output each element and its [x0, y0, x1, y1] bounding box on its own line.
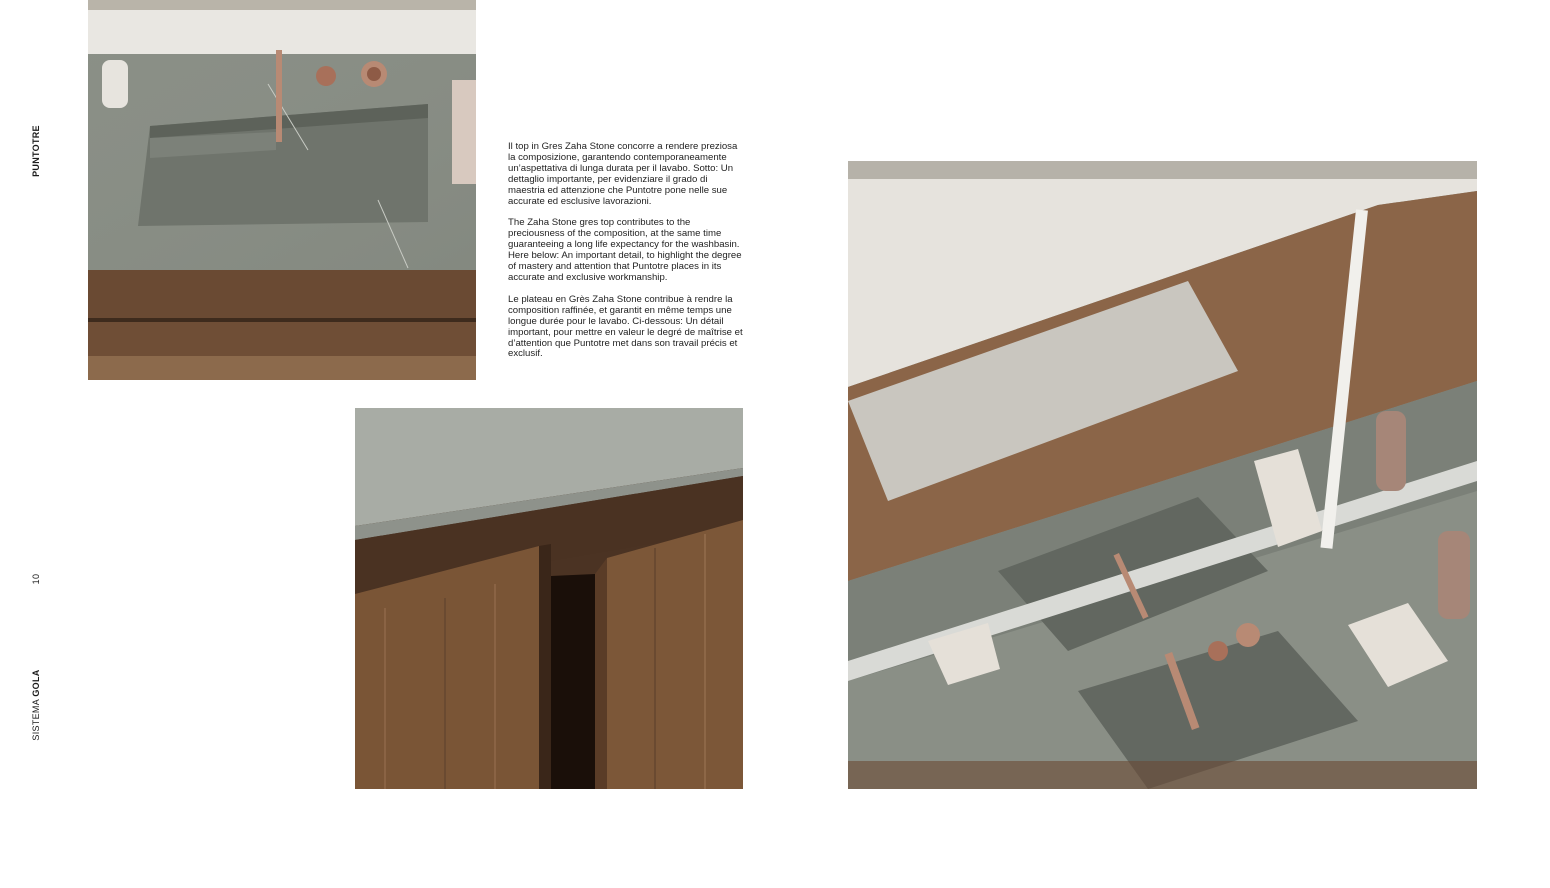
description-english: The Zaha Stone gres top contributes to the preciousness of the composition, at the same time guaranteeing a long life expectancy for the washbasin. Here below: An important detail, to highlight the degree of mastery and attention that Puntotre places in its accurate and exclusive workmanship.	[508, 217, 742, 283]
bathroom-overview-photo	[848, 161, 1477, 789]
system-name: GOLA	[31, 669, 41, 697]
washbasin-photo	[88, 0, 476, 380]
description-french: Le plateau en Grès Zaha Stone contribue à rendre la composition raffinée, et garantit en même temps une longue durée pour le lavabo. Ci-dessous: Un détail important, pour mettre en valeur le degré de maîtrise et d’attention que Puntotre met dans son travail précis et exclusif.	[508, 293, 743, 360]
page-number: 10	[31, 573, 41, 585]
description-italian: Il top in Gres Zaha Stone concorre a rendere preziosa la composizione, garantendo contemporaneamente un’aspettativa di lunga durata per il lavabo. Sotto: Un dettaglio importante, per evidenziare il grado di maestria ed attenzione che Puntotre pone nelle sue accurate ed esclusive lavorazioni.	[508, 141, 738, 207]
system-label	[31, 669, 41, 740]
cabinet-detail-photo	[355, 408, 743, 789]
brand-label: PUNTOTRE	[31, 125, 41, 177]
description-text	[508, 142, 746, 371]
system-prefix: SISTEMA	[31, 699, 41, 741]
